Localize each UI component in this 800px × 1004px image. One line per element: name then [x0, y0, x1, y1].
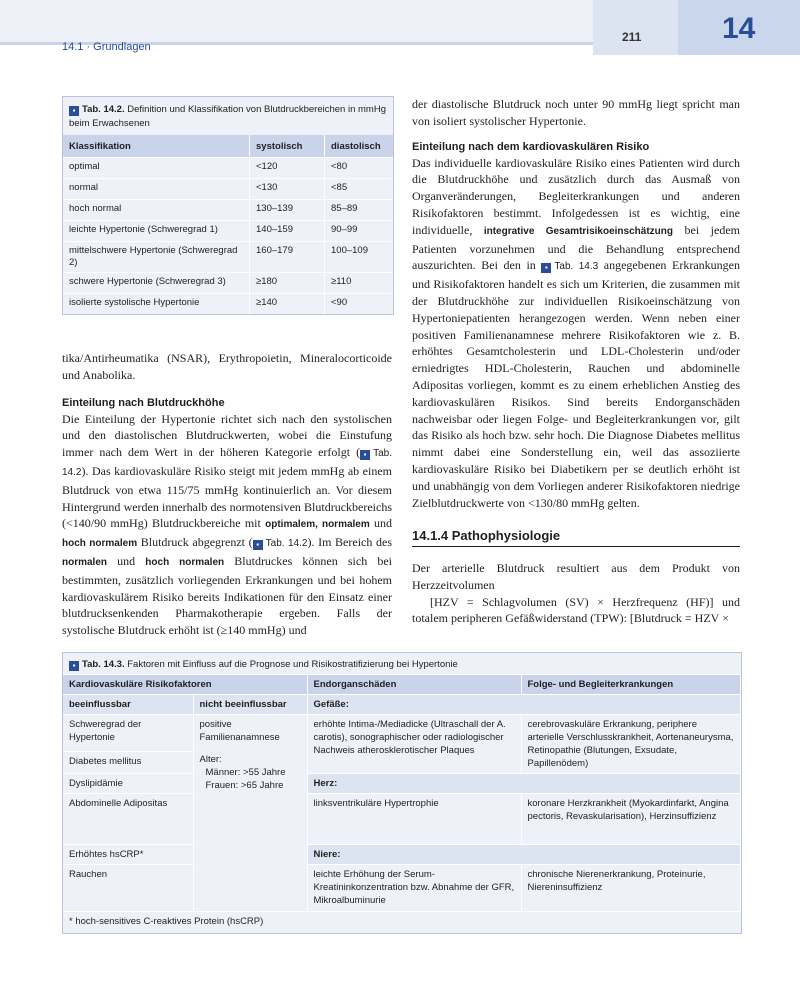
table-row	[63, 158, 393, 179]
table-cell: hoch normal	[63, 200, 250, 221]
table-cell	[193, 715, 307, 912]
right-text-column	[412, 96, 740, 511]
table-row	[63, 273, 393, 294]
page-number-box	[593, 0, 678, 55]
table-cell: 160–179	[250, 242, 325, 273]
age-label: Alter:	[199, 754, 222, 765]
table-cell: ≥180	[250, 273, 325, 294]
chapter-number: 14	[722, 12, 756, 45]
age-women: Frauen: >65 Jahre	[205, 780, 284, 791]
table-cell: cerebrovaskuläre Erkrankung, periphere arterielle Verschlusskrankheit, Aortenaneurysma, Retinopathie (Blutungen, Exsudate, Papillenödem)	[521, 715, 741, 774]
table-cell: <80	[325, 158, 394, 179]
table-row	[63, 179, 393, 200]
right-text-column-lower	[412, 560, 740, 627]
table-row	[63, 242, 393, 273]
table-cell: 100–109	[325, 242, 394, 273]
subheader-cell: nicht beeinflussbar	[193, 695, 307, 715]
table-ref-icon: ▪	[253, 540, 263, 550]
column-header: Kardiovaskuläre Risikofaktoren	[63, 675, 307, 695]
table-cell: optimal	[63, 158, 250, 179]
caption-label: Tab. 14.2.	[82, 104, 125, 115]
subheader-cell: Gefäße:	[307, 695, 741, 715]
caption-text: Faktoren mit Einfluss auf die Prognose und Risikostratifizierung bei Hypertonie	[127, 659, 458, 670]
table-cell: leichte Hypertonie (Schweregrad 1)	[63, 221, 250, 242]
table-cell: <120	[250, 158, 325, 179]
table-icon: ▪	[69, 661, 79, 671]
table-cell: <90	[325, 294, 394, 315]
table-cell: normal	[63, 179, 250, 200]
table-row	[63, 200, 393, 221]
table-row	[63, 794, 741, 845]
age-men: Männer: >55 Jahre	[205, 767, 286, 778]
table-cell: erhöhte Intima-/Mediadicke (Ultraschall der A. carotis), sonographischer oder radiologischer Nachweis atherosklerotischer Plaques	[307, 715, 521, 774]
section-title: 14.1.4 Pathophysiologie	[412, 528, 561, 543]
table-cell: leichte Erhöhung der Serum-Kreatininkonzentration bzw. Abnahme der GFR, Mikroalbuminurie	[307, 865, 521, 912]
table-reference: Tab. 14.3	[554, 261, 599, 273]
paragraph: tika/Antirheumatika (NSAR), Erythropoietin, Mineralocorticoide und Anabolika.	[62, 351, 392, 382]
table-caption	[63, 97, 393, 135]
table-cell: Erhöhtes hsCRP*	[63, 845, 193, 865]
subheading: Einteilung nach Blutdruckhöhe	[62, 396, 225, 409]
table-cell: 140–159	[250, 221, 325, 242]
column-header: systolisch	[250, 135, 325, 158]
risk-factor-table	[63, 674, 741, 911]
page-number: 211	[622, 30, 642, 44]
table-cell: Diabetes mellitus	[63, 751, 193, 773]
table-cell: koronare Herzkrankheit (Myokardinfarkt, Angina pectoris, Revaskularisation), Herzinsuffizienz	[521, 794, 741, 845]
table-ref-icon: ▪	[360, 450, 370, 460]
paragraph: Das individuelle kardiovaskuläre Risiko eines Patienten wird durch die Blutdruckhöhe und zusätzlich durch das Ausmaß von Organveränderungen, Begleiterkrankungen und anderen Risikofaktoren bestimmt. Infolgedessen ist es wichtig, eine individuelle, integrative Gesamtrisikoeinschätzung bei jedem Patienten vorzunehmen und die Behandlung entsprechend auszurichten. Bei den in ▪ Tab. 14.3 angegebenen Erkrankungen und Risikofaktoren handelt es sich um Kriterien, die zusammen mit der Blutdruckhöhe zur individuellen Risikoeinschätzung von Hypertoniepatienten herangezogen werden. Wenn neben einer positiven Familienanamnese mehrere Risikofaktoren wie z. B. erhöhtes Gesamtcholesterin und LDL-Cholesterin und/oder erniedrigtes HDL-Cholesterin, Rauchen und abdominelle Adipositas vorliegen, kommt es zu einem erheblichen Anstieg des kardiovaskulären Risikos. Sind bereits Endorganschäden nachweisbar oder liegen Folge- und Begleiterkrankungen vor, gilt das Risiko als hoch bzw. sehr hoch. Die Diagnose Diabetes mellitus nimmt dabei eine Sonderstellung ein, weil das assoziierte kardiovaskuläre Risiko bei Diabetikern per se deutlich erhöht ist und unabhängig von dem Vorliegen anderer Risikofaktoren niedrige Zielblutdruckwerte von <130/80 mmHg gelten.	[412, 155, 740, 510]
running-head: 14.1 · Grundlagen	[62, 41, 151, 53]
table-reference: Tab. 14.2	[265, 538, 308, 550]
table-cell: schwere Hypertonie (Schweregrad 3)	[63, 273, 250, 294]
column-header: Klassifikation	[63, 135, 250, 158]
classification-table	[63, 135, 393, 314]
table-cell: 85–89	[325, 200, 394, 221]
paragraph: Der arterielle Blutdruck resultiert aus dem Produkt von Herzzeitvolumen	[412, 561, 740, 592]
header-bar	[0, 0, 593, 42]
subheader-cell: Niere:	[307, 845, 741, 865]
table-cell: Abdominelle Adipositas	[63, 794, 193, 845]
table-cell: ≥140	[250, 294, 325, 315]
table-cell: Dyslipidämie	[63, 774, 193, 794]
family-history: positive Familienanamnese	[199, 719, 280, 743]
table-row	[63, 865, 741, 912]
table-cell: <130	[250, 179, 325, 200]
column-header: Folge- und Begleiterkrankungen	[521, 675, 741, 695]
subheader-cell: Herz:	[307, 774, 741, 794]
table-reference: Tab. 14.2	[62, 448, 392, 478]
subheading: Einteilung nach dem kardiovaskulären Risiko	[412, 140, 650, 153]
table-cell: isolierte systolische Hypertonie	[63, 294, 250, 315]
table-cell: mittelschwere Hypertonie (Schweregrad 2)	[63, 242, 250, 273]
table-row	[63, 221, 393, 242]
paragraph: [HZV = Schlagvolumen (SV) × Herzfrequenz (HF)] und totalem peripheren Gefäßwiderstand (TPW): [Blutdruck = HZV ×	[412, 594, 740, 626]
table-row	[63, 845, 741, 865]
section-rule	[412, 546, 740, 547]
caption-text: Definition und Klassifikation von Blutdruckbereichen in mmHg beim Erwachsenen	[69, 104, 386, 129]
table-cell: ≥110	[325, 273, 394, 294]
table-cell: chronische Nierenerkrankung, Proteinurie, Niereninsuffizienz	[521, 865, 741, 912]
table-row	[63, 774, 741, 794]
table-row	[63, 294, 393, 315]
table-14-2	[62, 96, 394, 315]
column-header: diastolisch	[325, 135, 394, 158]
table-footnote: * hoch-sensitives C-reaktives Protein (hsCRP)	[63, 911, 741, 933]
table-cell: <85	[325, 179, 394, 200]
table-14-3	[62, 652, 742, 934]
table-cell: 130–139	[250, 200, 325, 221]
paragraph: Die Einteilung der Hypertonie richtet sich nach den systolischen und den diastolischen Blutdruckwerten, wobei die Einstufung immer nach dem Wert in der höheren Kategorie erfolgt ( ▪ Tab. 14.2). Das kardiovaskuläre Risiko steigt mit jedem mmHg ab einem Blutdruck von etwa 115/75 mmHg kontinuierlich an. Vor diesem Hintergrund werden innerhalb des normotensiven Blutdruckbereichs (<140/90 mmHg) Blutdruckbereiche mit optimalem, normalem und hoch normalem Blutdruck abgegrenzt ( ▪ Tab. 14.2). Im Bereich des normalen und hoch normalen Blutdruckes können sich bei bestimmten, zusätzlich vorliegenden Erkrankungen und bei hohem kardiovaskulärem Risiko bereits Indikationen für den Einsatz einer blutdrucksenkenden Pharmakotherapie ergeben. Falls der systolische Blutdruck erhöht ist (≥140 mmHg) und	[62, 411, 393, 638]
table-cell: Schweregrad der Hypertonie	[63, 715, 193, 752]
table-caption	[63, 653, 741, 674]
left-text-column	[62, 350, 392, 639]
column-header: Endorganschäden	[307, 675, 521, 695]
table-icon: ▪	[69, 106, 79, 116]
table-row	[63, 715, 741, 752]
table-cell: 90–99	[325, 221, 394, 242]
table-cell: Rauchen	[63, 865, 193, 912]
caption-label: Tab. 14.3.	[82, 659, 125, 670]
table-cell: linksventrikuläre Hypertrophie	[307, 794, 521, 845]
table-ref-icon: ▪	[541, 263, 551, 273]
paragraph: der diastolische Blutdruck noch unter 90 mmHg liegt spricht man von isoliert systolischer Hypertonie.	[412, 97, 740, 128]
subheader-cell: beeinflussbar	[63, 695, 193, 715]
